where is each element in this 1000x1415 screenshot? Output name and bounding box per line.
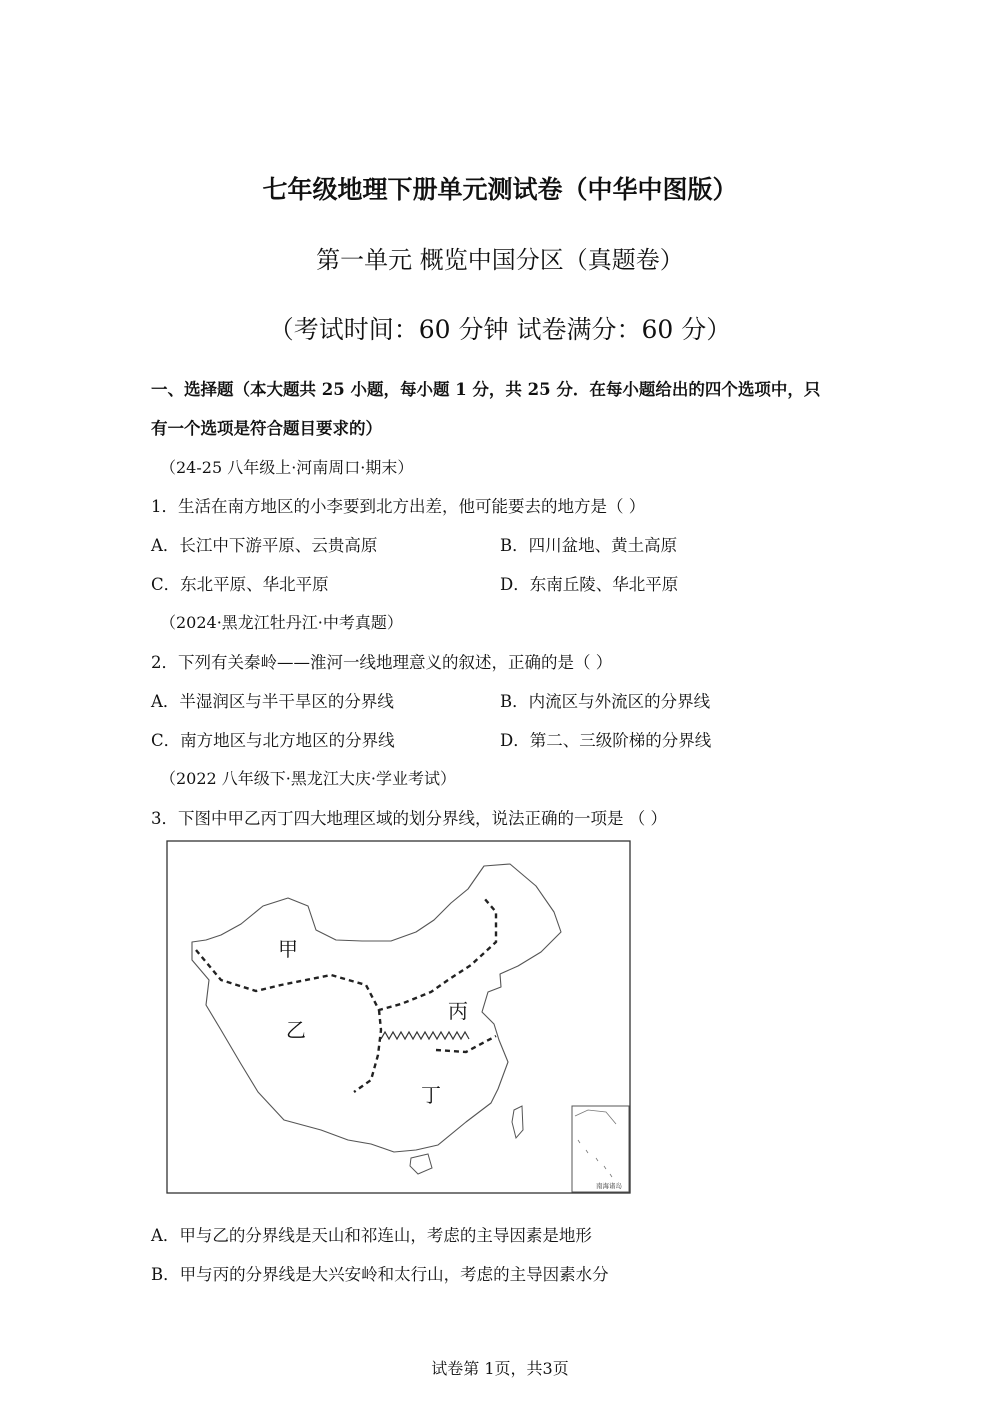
question-2-option-d: D．第二、三级阶梯的分界线 bbox=[500, 731, 712, 750]
region-label-jia: 甲 bbox=[278, 937, 298, 961]
document-subtitle: 第一单元 概览中国分区（真题卷） bbox=[316, 246, 684, 274]
china-regions-map bbox=[166, 840, 631, 1194]
region-label-ding: 丁 bbox=[421, 1083, 441, 1107]
question-1-option-b: B．四川盆地、黄土高原 bbox=[500, 536, 678, 555]
question-3-option-a: A．甲与乙的分界线是天山和祁连山，考虑的主导因素是地形 bbox=[151, 1226, 592, 1245]
question-3-option-b: B．甲与丙的分界线是大兴安岭和太行山，考虑的主导因素水分 bbox=[151, 1265, 609, 1284]
document-title: 七年级地理下册单元测试卷（中华中图版） bbox=[262, 175, 738, 204]
question-2-option-c: C．南方地区与北方地区的分界线 bbox=[151, 731, 395, 750]
question-2-stem: 2．下列有关秦岭——淮河一线地理意义的叙述，正确的是（ ） bbox=[151, 653, 613, 672]
question-2-option-a: A．半湿润区与半干旱区的分界线 bbox=[151, 692, 394, 711]
question-2-source: （2024·黑龙江牡丹江·中考真题） bbox=[160, 613, 403, 632]
region-label-bing: 丙 bbox=[448, 999, 468, 1023]
exam-info: （考试时间：60 分钟 试卷满分：60 分） bbox=[268, 315, 732, 344]
section-heading-line1: 一、选择题（本大题共 25 小题，每小题 1 分，共 25 分．在每小题给出的四个选项中，只 bbox=[151, 380, 821, 399]
section-heading-line2: 有一个选项是符合题目要求的） bbox=[151, 419, 382, 438]
question-1-stem: 1．生活在南方地区的小李要到北方出差，他可能要去的地方是（ ） bbox=[151, 497, 646, 516]
page-footer: 试卷第 1页，共3页 bbox=[431, 1359, 569, 1378]
question-1-option-a: A．长江中下游平原、云贵高原 bbox=[151, 536, 378, 555]
map-frame bbox=[167, 841, 630, 1193]
inset-label: 南海诸岛 bbox=[596, 1182, 622, 1190]
question-3-stem: 3．下图中甲乙丙丁四大地理区域的划分界线，说法正确的一项是 （ ） bbox=[151, 809, 667, 828]
question-1-option-d: D．东南丘陵、华北平原 bbox=[500, 575, 679, 594]
question-3-source: （2022 八年级下·黑龙江大庆·学业考试） bbox=[160, 769, 456, 788]
question-1-source: （24-25 八年级上·河南周口·期末） bbox=[160, 458, 414, 477]
question-1-option-c: C．东北平原、华北平原 bbox=[151, 575, 329, 594]
region-label-yi: 乙 bbox=[286, 1018, 306, 1042]
question-2-option-b: B．内流区与外流区的分界线 bbox=[500, 692, 711, 711]
south-china-sea-inset bbox=[572, 1106, 629, 1192]
